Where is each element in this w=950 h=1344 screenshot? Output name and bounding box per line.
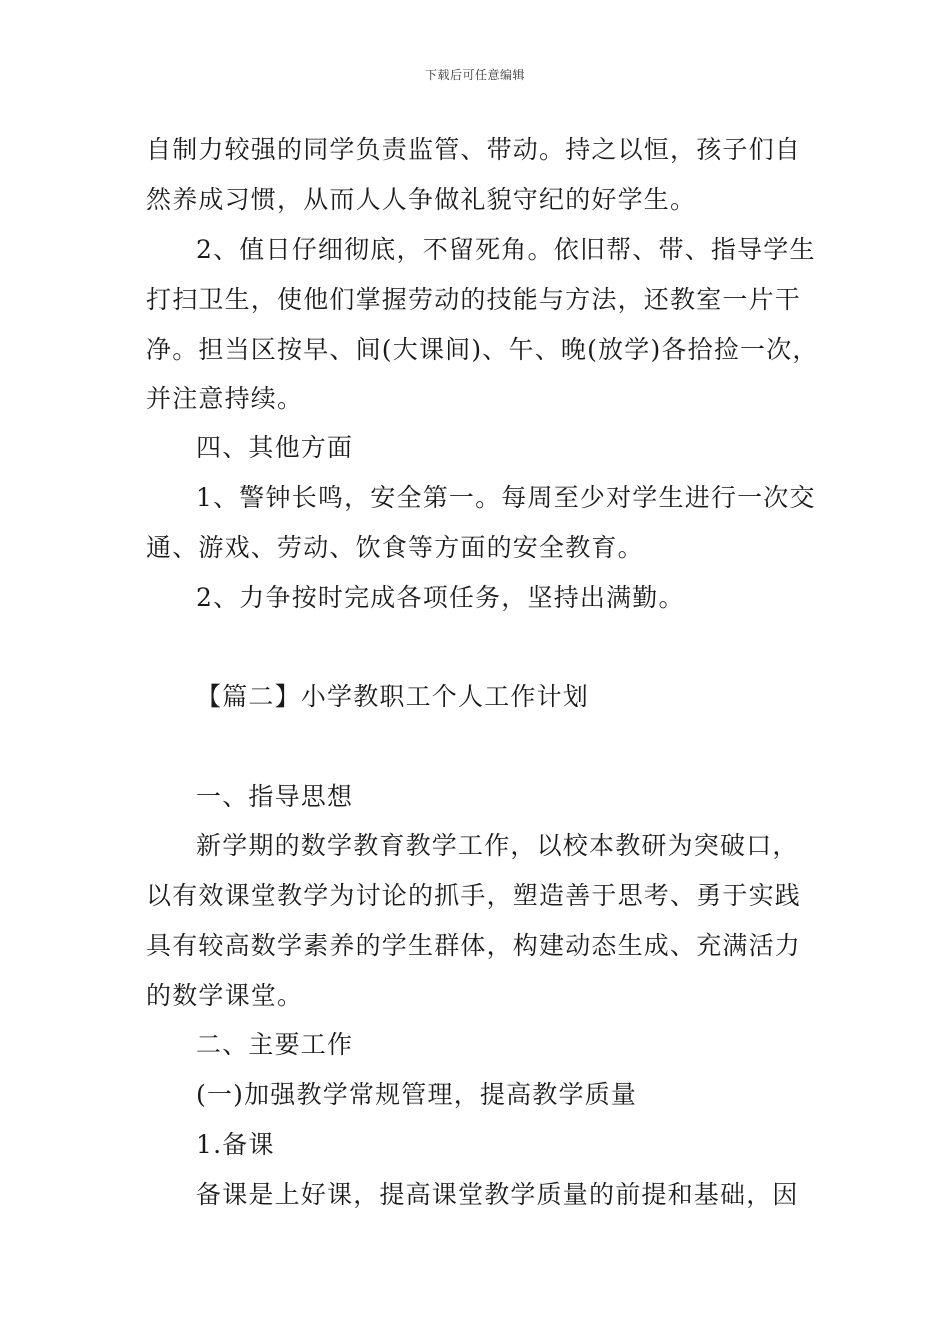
- paragraph-line: 打扫卫生，使他们掌握劳动的技能与方法，还教室一片干: [146, 285, 802, 314]
- paragraph-line: 2、力争按时完成各项任务，坚持出满勤。: [196, 583, 685, 612]
- paragraph-line: 2、值日仔细彻底，不留死角。依旧帮、带、指导学生: [196, 235, 816, 264]
- paragraph-line: 具有较高数学素养的学生群体，构建动态生成、充满活力: [146, 931, 802, 960]
- paragraph-line: 并注意持续。: [146, 384, 304, 413]
- paragraph-line: 自制力较强的同学负责监管、带动。持之以恒，孩子们自: [146, 135, 802, 164]
- chapter-title: 【篇二】小学教职工个人工作计划: [196, 682, 590, 711]
- paragraph-line: 的数学课堂。: [146, 981, 304, 1010]
- paragraph-line: 备课是上好课，提高课堂教学质量的前提和基础，因: [196, 1180, 799, 1209]
- paragraph-line: 新学期的数学教育教学工作，以校本教研为突破口，: [196, 831, 799, 860]
- section-heading: 二、主要工作: [196, 1030, 354, 1059]
- paragraph-line: 1、警钟长鸣，安全第一。每周至少对学生进行一次交: [196, 483, 816, 512]
- item-heading: 1.备课: [196, 1130, 275, 1159]
- paragraph-line: 净。担当区按早、间(大课间)、午、晚(放学)各拾捡一次，: [146, 335, 819, 364]
- page-header-note: 下载后可任意编辑: [424, 68, 525, 82]
- subsection-heading: (一)加强教学常规管理，提高教学质量: [196, 1080, 638, 1109]
- paragraph-line: 然养成习惯，从而人人争做礼貌守纪的好学生。: [146, 185, 697, 214]
- paragraph-line: 通、游戏、劳动、饮食等方面的安全教育。: [146, 533, 644, 562]
- paragraph-line: 以有效课堂教学为讨论的抓手，塑造善于思考、勇于实践: [146, 881, 802, 910]
- section-heading: 一、指导思想: [196, 782, 354, 811]
- section-heading: 四、其他方面: [196, 433, 354, 462]
